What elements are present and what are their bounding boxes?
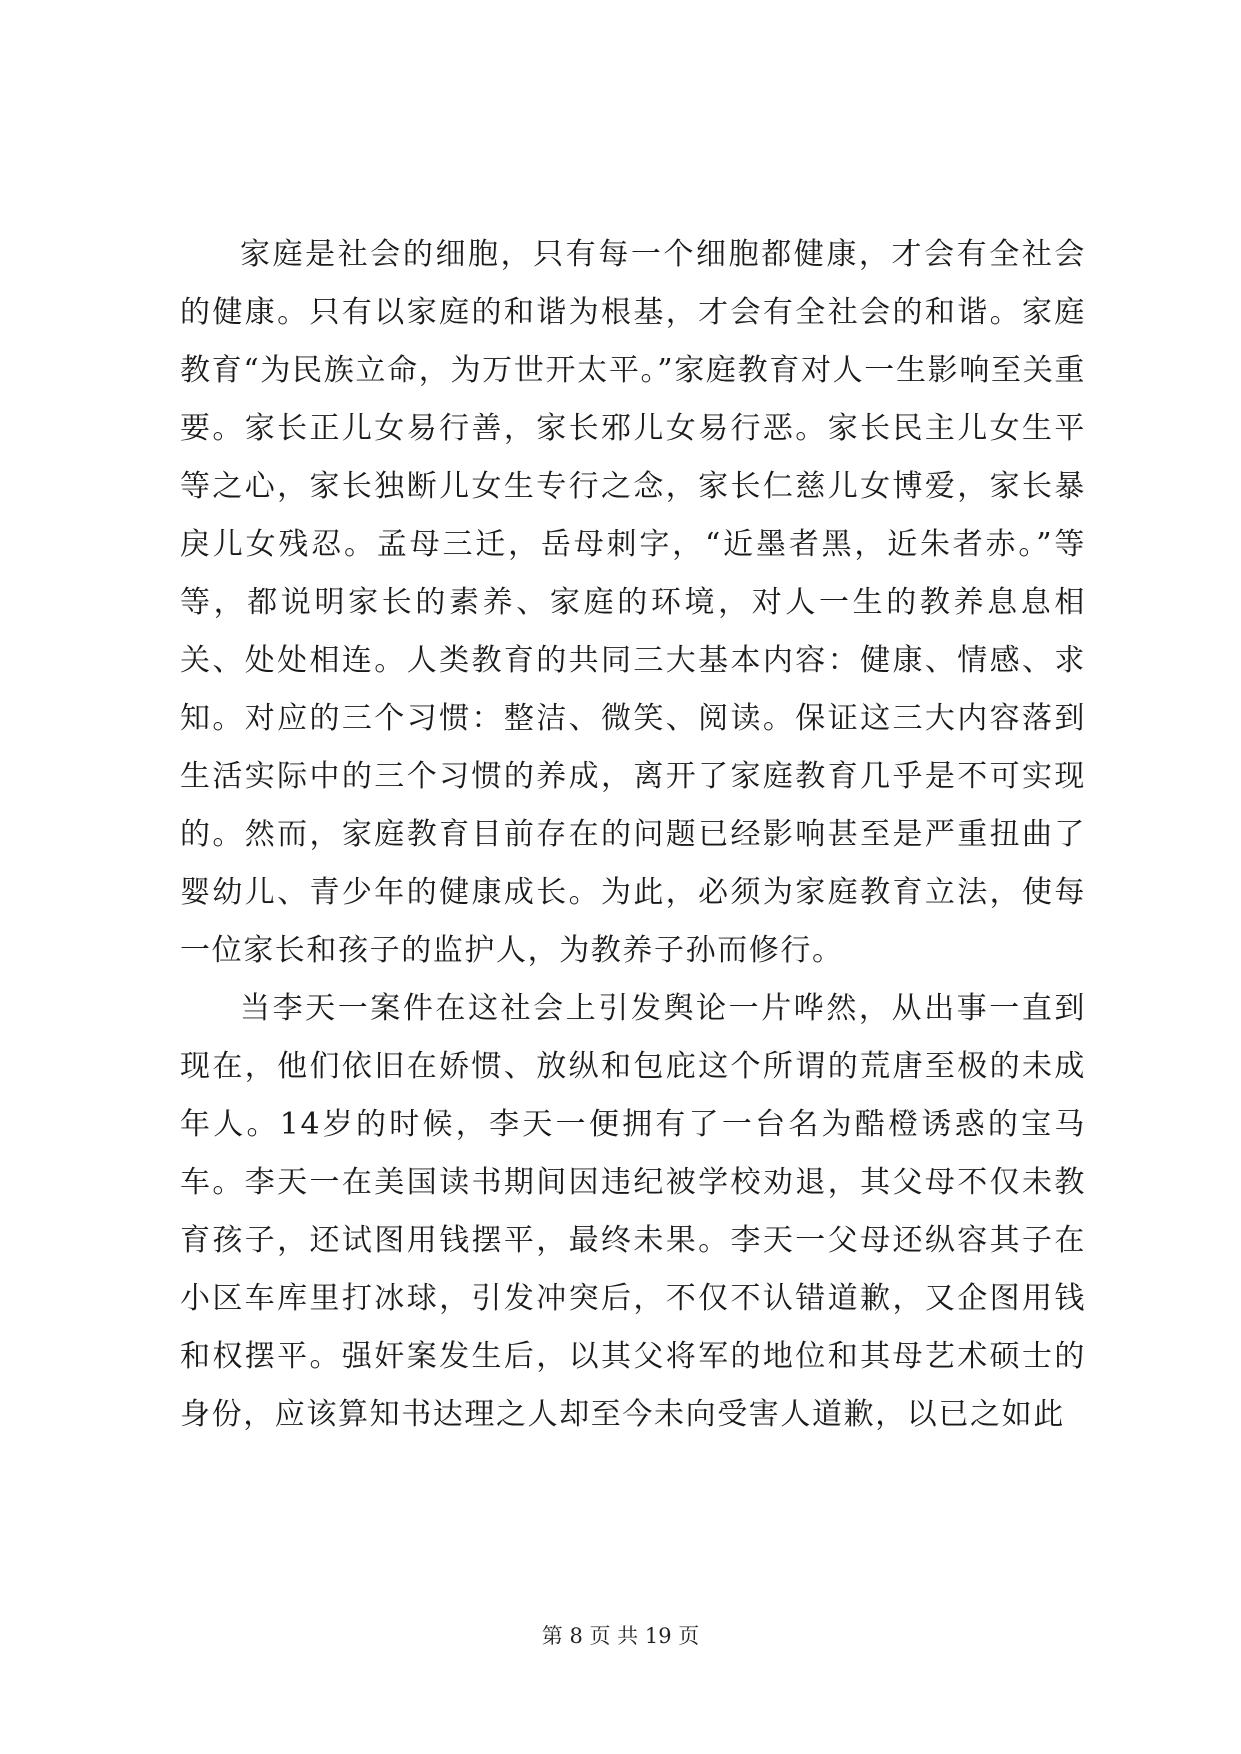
body-text (180, 226, 1086, 1444)
paragraph-li-tianyi-case: 当李天一案件在这社会上引发舆论一片哗然，从出事一直到现在，他们依旧在娇惯、放纵和包庇这个所谓的荒唐至极的未成年人。14岁的时候，李天一便拥有了一台名为酷橙诱惑的宝马车。李天一在美国读书期间因违纪被学校劝退，其父母不仅未教育孩子，还试图用钱摆平，最终未果。李天一父母还纵容其子在小区车库里打冰球，引发冲突后，不仅不认错道歉，又企图用钱和权摆平。强奸案发生后，以其父将军的地位和其母艺术硕士的身份，应该算知书达理之人却至今未向受害人道歉，以已之如此 (180, 991, 1086, 1432)
paragraph-family-education: 家庭是社会的细胞，只有每一个细胞都健康，才会有全社会的健康。只有以家庭的和谐为根基，才会有全社会的和谐。家庭教育“为民族立命，为万世开太平。”家庭教育对人一生影响至关重要。家长正儿女易行善，家长邪儿女易行恶。家长民主儿女生平等之心，家长独断儿女生专行之念，家长仁慈儿女博爱，家长暴戾儿女残忍。孟母三迁，岳母刺字，“近墨者黑，近朱者赤。”等等，都说明家长的素养、家庭的环境，对人一生的教养息息相关、处处相连。人类教育的共同三大基本内容：健康、情感、求知。对应的三个习惯：整洁、微笑、阅读。保证这三大内容落到生活实际中的三个习惯的养成，离开了家庭教育几乎是不可实现的。然而，家庭教育目前存在的问题已经影响甚至是严重扭曲了婴幼儿、青少年的健康成长。为此，必须为家庭教育立法，使每一位家长和孩子的监护人，为教养子孙而修行。 (180, 237, 1086, 968)
page-number-footer: 第 8 页 共 19 页 (541, 1624, 700, 1648)
